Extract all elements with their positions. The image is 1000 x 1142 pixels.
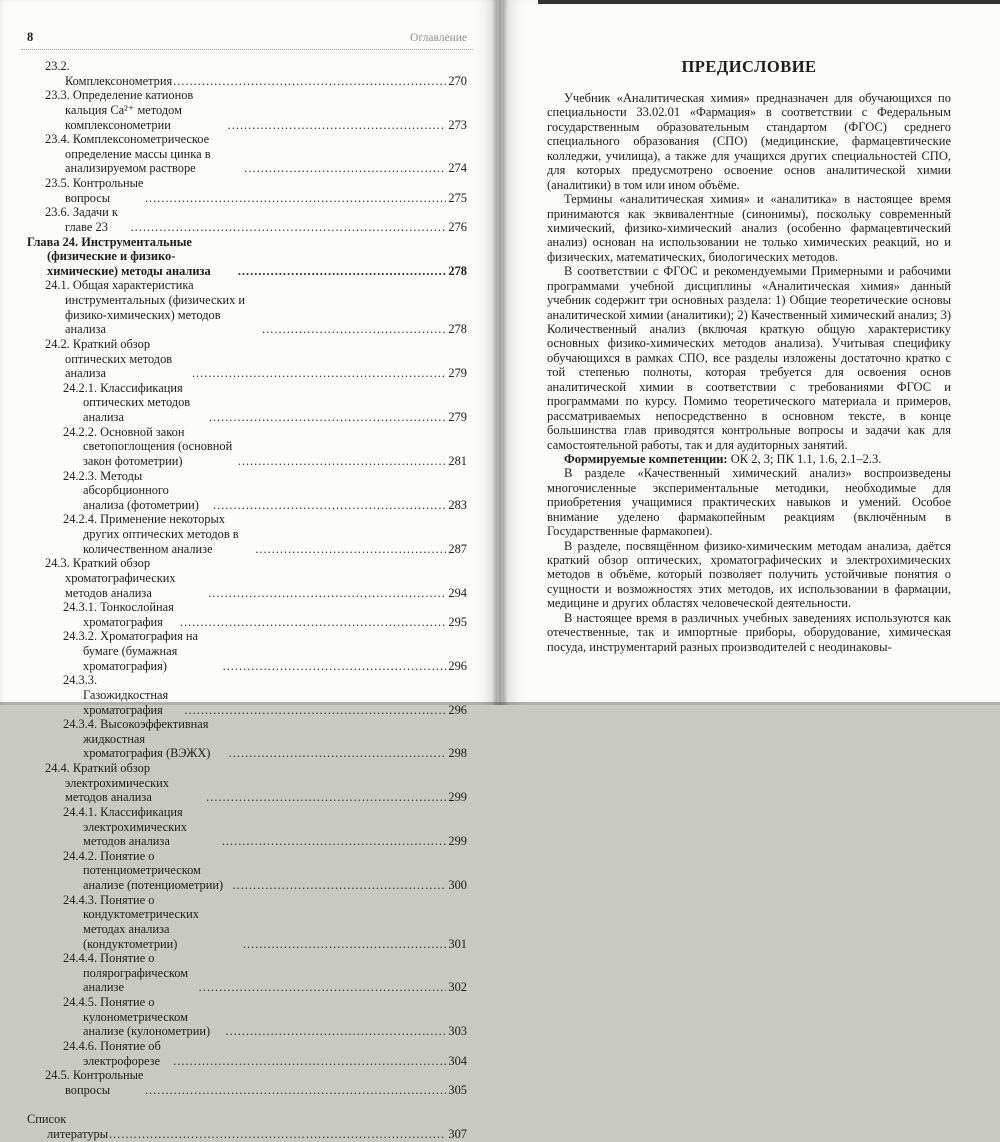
toc-entry-title: 23.4. Комплексонометрическое определение массы цинка в анализируемом растворе	[45, 132, 211, 176]
page-left-contents	[0, 0, 497, 1141]
toc-page-number: 307	[448, 1127, 467, 1141]
toc-list	[27, 59, 467, 1142]
toc-entry[interactable]	[27, 893, 467, 952]
toc-entry-title: 24.4.5. Понятие о кулонометрическом анализе (кулонометрии)	[63, 995, 211, 1039]
book-spine	[492, 0, 508, 705]
toc-page-number: 278	[448, 322, 467, 337]
toc-page-number: 279	[448, 410, 467, 424]
toc-entry[interactable]	[27, 132, 467, 176]
toc-entry-title: 24.4.6. Понятие об электрофорезе	[63, 1038, 161, 1068]
toc-entry-title: 24.3.4. Высокоэффективная жидкостная хроматография (ВЭЖХ)	[63, 717, 211, 761]
toc-page-number: 299	[448, 834, 467, 849]
toc-dot-leader	[173, 1054, 446, 1069]
preface-bold-lead: Формируемые компетенции:	[564, 451, 731, 466]
toc-page-number: 287	[448, 541, 467, 556]
preface-paragraph: Учебник «Аналитическая химия» предназначен для обучающихся по специальности 33.02.01 «Фармация» в соответствии с Федеральным государственным образовательным стандартом (ФГОС) среднего специального образования (СПО) (медицинские, фармацевтические колледжи, училища), а также для учащихся других специальностей СПО, для которых предусмотрено освоение основ аналитической химии (аналитики) в том или ином объёме.	[547, 91, 951, 192]
toc-entry[interactable]	[27, 849, 467, 893]
toc-dot-leader	[262, 322, 446, 337]
toc-dot-leader	[199, 980, 447, 995]
header-dotted-rule	[21, 48, 473, 50]
toc-page-number: 296	[448, 658, 467, 673]
toc-page-number: 279	[448, 366, 467, 381]
toc-entry[interactable]	[27, 425, 467, 469]
toc-page-number: 296	[448, 702, 467, 717]
toc-entry[interactable]	[27, 176, 467, 205]
toc-page-number: 305	[448, 1082, 467, 1097]
toc-dot-leader	[192, 366, 446, 381]
toc-entry[interactable]	[27, 673, 467, 717]
toc-page-number: 298	[448, 746, 467, 761]
toc-entry-title: 23.6. Задачи к главе 23	[45, 205, 118, 234]
toc-entry[interactable]	[27, 629, 467, 673]
toc-entry-title: 24.4.1. Классификация электрохимических методов анализа	[63, 804, 187, 849]
preface-title: ПРЕДИСЛОВИЕ	[681, 57, 817, 76]
toc-page-number: 278	[448, 263, 467, 278]
toc-entry[interactable]	[27, 805, 467, 849]
page-number: 8	[27, 30, 34, 44]
toc-entry[interactable]	[27, 337, 467, 381]
toc-dot-leader	[208, 586, 446, 601]
toc-page-number: 304	[448, 1053, 467, 1068]
right-page-content	[503, 0, 1000, 654]
toc-entry-title: 23.5. Контрольные вопросы	[45, 176, 144, 205]
toc-dot-leader	[222, 834, 447, 849]
toc-entry[interactable]	[27, 381, 467, 425]
toc-entry[interactable]	[27, 88, 467, 132]
toc-entry-title: 24.3.1. Тонкослойная хроматография	[63, 600, 174, 629]
toc-dot-leader	[145, 191, 446, 206]
toc-page-number: 303	[448, 1024, 467, 1039]
toc-entry-title: 24.4. Краткий обзор электрохимических методов анализа	[45, 761, 169, 805]
toc-dot-leader	[131, 220, 447, 235]
toc-dot-leader	[145, 1083, 446, 1098]
toc-dot-leader	[228, 118, 447, 133]
page-right-preface	[503, 0, 1000, 705]
preface-paragraph: Термины «аналитическая химия» и «аналитика» в настоящее время принимаются как эквивалентные (синонимы), поскольку современный химический, физико-химический анализ (особенно фармацевтический анализ) основан на использовании не только химических реакций, но и физических, математических, биологических методов.	[547, 192, 951, 264]
toc-entry-title: Глава 24. Инструментальные (физические и физико-химические) методы анализа	[27, 234, 211, 278]
running-head: Оглавление	[410, 32, 467, 44]
preface-paragraph: В соответствии с ФГОС и рекомендуемыми Примерными и рабочими программами учебной дисциплины «Аналитическая химия» данный учебник содержит три основных раздела: 1) Общие теоретические основы аналитической химии (аналитики); 2) Качественный химический анализ; 3) Количественный анализ (включая краткую общую характеристику основных физико-химических методов анализа). Учитывая специфику обучающихся в рамках СПО, все разделы изложены достаточно кратко с той степенью полноты, которая требуется для освоения основ аналитической химии в соответствии с требованиями ФГОС и программами по курсу. Помимо теоретического материала и примеров, рассматриваемых непосредственно в основном тексте, в конце большинства глав приводятся контрольные вопросы и задачи как для самостоятельной работы, так и для аудиторных занятий.	[547, 264, 951, 452]
toc-entry[interactable]	[27, 1112, 467, 1141]
toc-dot-leader	[244, 161, 446, 176]
toc-dot-leader	[229, 746, 447, 761]
toc-dot-leader	[238, 264, 447, 279]
toc-entry-title: 24.2. Краткий обзор оптических методов анализа	[45, 336, 173, 381]
toc-page-number: 301	[448, 936, 467, 951]
toc-entry-title: 24.3. Краткий обзор хроматографических методов анализа	[45, 556, 176, 600]
toc-page-number: 275	[448, 190, 467, 205]
toc-dot-leader	[255, 542, 446, 557]
scan-edge-top	[538, 0, 1000, 4]
toc-entry[interactable]	[27, 205, 467, 234]
toc-entry[interactable]	[27, 761, 467, 805]
toc-entry-title: 24.5. Контрольные вопросы	[45, 1068, 144, 1097]
toc-entry[interactable]	[27, 1068, 467, 1097]
toc-page-number: 281	[448, 453, 467, 468]
toc-entry-title: 24.2.2. Основной закон светопоглощения (основной закон фотометрии)	[63, 424, 233, 468]
toc-entry-title: 24.2.4. Применение некоторых других оптических методов в количественном анализе	[63, 512, 239, 556]
toc-dot-leader	[109, 1127, 446, 1142]
toc-entry[interactable]	[27, 235, 467, 279]
toc-page-number: 294	[448, 585, 467, 600]
toc-entry[interactable]	[27, 995, 467, 1039]
toc-entry-title: 23.3. Определение катионов кальция Ca²⁺ методом комплексонометрии	[45, 88, 194, 132]
toc-dot-leader	[226, 1024, 447, 1039]
toc-page-number: 273	[448, 117, 467, 132]
toc-entry-title: 24.4.3. Понятие о кондуктометрических методах анализа (кондуктометрии)	[63, 892, 199, 951]
toc-entry[interactable]	[27, 278, 467, 337]
toc-page-number: 274	[448, 161, 467, 176]
toc-entry[interactable]	[27, 600, 467, 629]
toc-dot-leader	[223, 659, 447, 674]
toc-dot-leader	[173, 74, 446, 89]
toc-entry[interactable]	[27, 512, 467, 556]
left-page-content	[0, 0, 497, 1142]
toc-page-number: 300	[448, 878, 467, 892]
toc-entry-title: 24.2.3. Методы абсорбционного анализа (фотометрии)	[63, 468, 199, 512]
toc-entry[interactable]	[27, 556, 467, 600]
toc-dot-leader	[180, 615, 447, 630]
preface-paragraph: В разделе «Качественный химический анализ» воспроизведены многочисленные экспериментальные методики, необходимые для приобретения учащимися практических навыков и умений. Особое внимание уделено фармакопейным реакциям (включённым в Государственные фармакопеи).	[547, 466, 951, 539]
page-header	[27, 30, 467, 45]
toc-entry[interactable]	[27, 1039, 467, 1068]
toc-entry[interactable]	[27, 59, 467, 88]
toc-entry-title: 23.2. Комплексонометрия	[45, 59, 173, 88]
toc-page-number: 283	[448, 497, 467, 512]
toc-dot-leader	[213, 498, 446, 513]
preface-paragraph: В разделе, посвящённом физико-химическим методам анализа, даётся краткий обзор оптических, хроматографических и электрохимических методов в объёме, который позволяет получить устойчивые понятия о сущности и возможностях этих методов, их использовании в фармации, медицине и других областях человеческой деятельности.	[547, 538, 951, 611]
toc-dot-leader	[206, 790, 446, 805]
preface-body	[547, 91, 951, 654]
toc-entry[interactable]	[27, 469, 467, 513]
toc-entry-title: 24.4.4. Понятие о полярографическом анализе	[63, 951, 189, 995]
toc-entry-title: 24.3.3. Газожидкостная хроматография	[63, 673, 169, 717]
toc-entry-title: 24.4.2. Понятие о потенциометрическом анализе (потенциометрии)	[63, 848, 224, 892]
toc-entry[interactable]	[27, 717, 467, 761]
preface-paragraph: Формируемые компетенции: ОК 2, 3; ПК 1.1, 1.6, 2.1–2.3.	[564, 451, 882, 466]
toc-page-number: 302	[448, 980, 467, 995]
toc-dot-leader	[243, 937, 447, 952]
toc-entry[interactable]	[27, 951, 467, 995]
toc-page-number: 270	[448, 73, 467, 88]
toc-page-number: 299	[448, 790, 467, 805]
toc-entry-title: Список литературы	[27, 1112, 109, 1141]
preface-paragraph: В настоящее время в различных учебных заведениях используются как отечественные, так и импортные приборы, оборудование, химическая посуда, инструментарий разных производителей с неодинаковы-	[547, 610, 951, 654]
toc-page-number: 295	[448, 614, 467, 629]
toc-page-number: 276	[448, 219, 467, 234]
toc-entry-title: 24.2.1. Классификация оптических методов анализа	[63, 380, 191, 424]
toc-entry-title: 24.3.2. Хроматография на бумаге (бумажная хроматография)	[63, 629, 199, 673]
toc-dot-leader	[238, 454, 447, 469]
toc-entry-title: 24.1. Общая характеристика инструментальных (физических и физико-химических) методов анализа	[45, 278, 246, 337]
toc-dot-leader	[233, 878, 447, 893]
toc-dot-leader	[209, 410, 447, 425]
